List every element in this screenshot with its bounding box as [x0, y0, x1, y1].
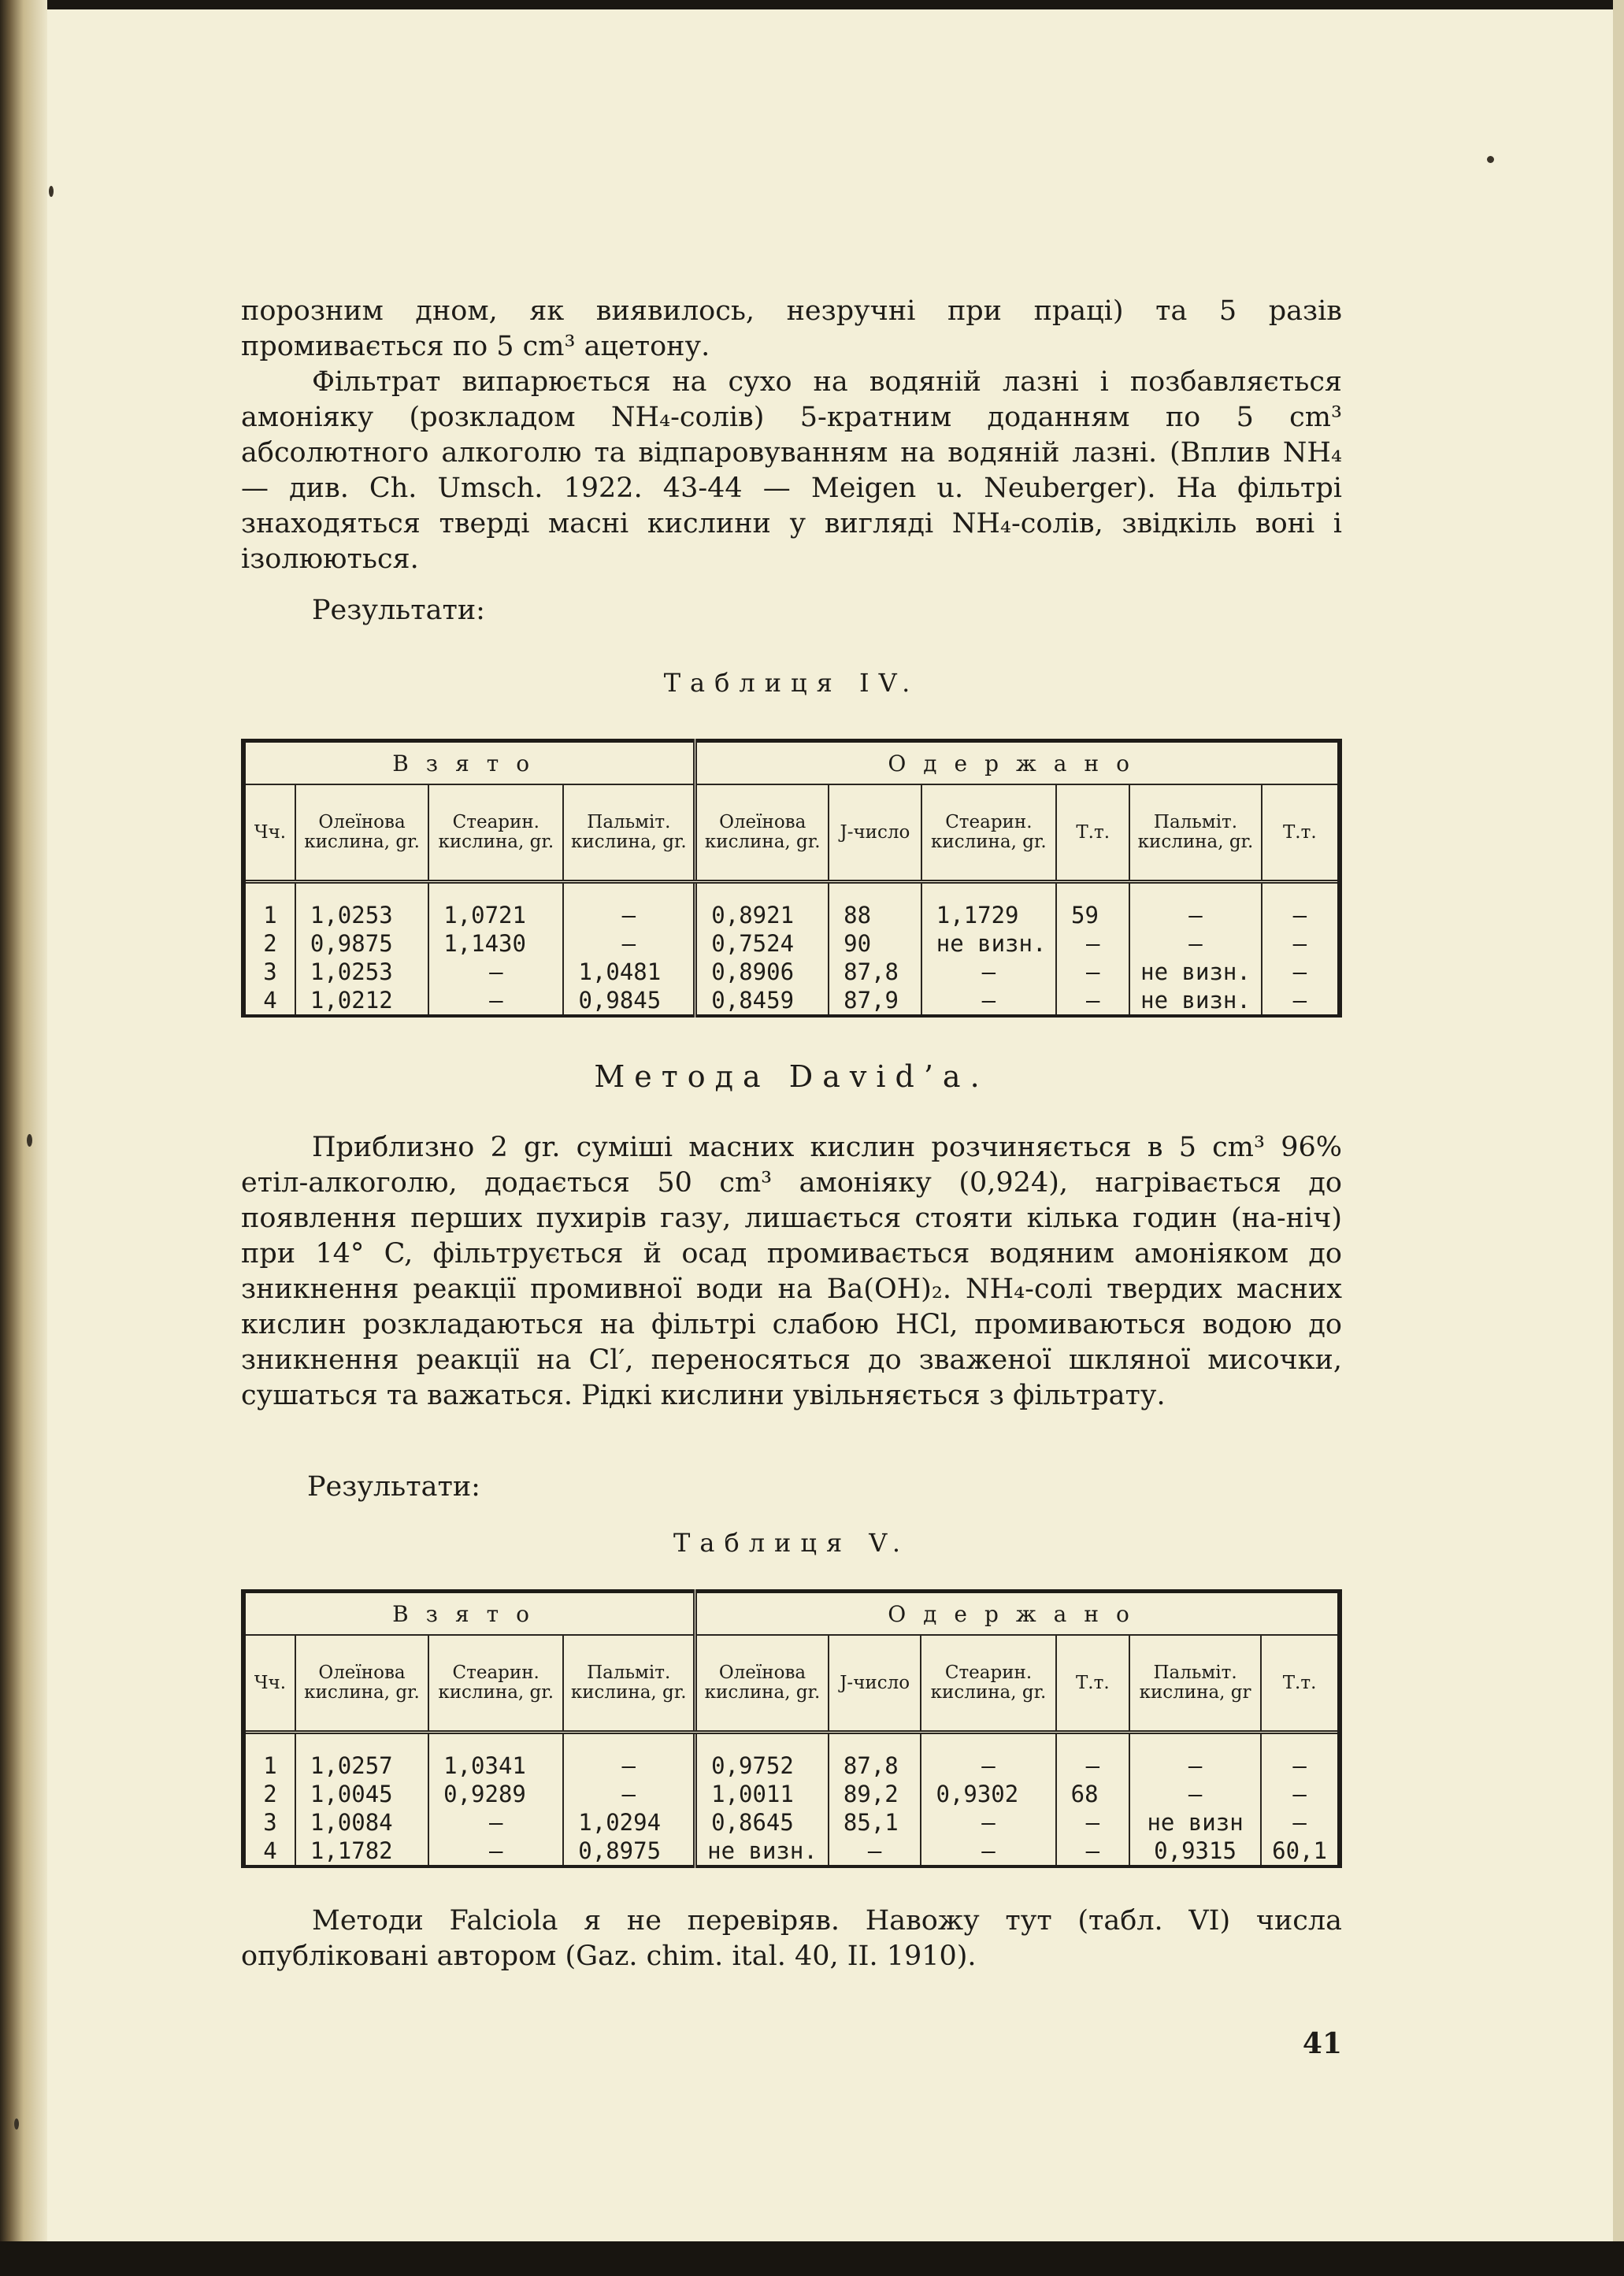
- column-header-stearin-taken: Стеарин. кислина, gr.: [428, 1635, 563, 1733]
- table-cell: —: [921, 1733, 1055, 1781]
- paragraph-3: Приблизно 2 gr. суміші масних кислин розчиняється в 5 cm³ 96% етіл-алкоголю, додається 50 cm³ амоніяку (0,924), нагрівається до появлення перших пухирів газу, лишається стояти кілька годин (на-ніч) при 14° C, фільтрується й осад промивається водяним амоніяком до зникнення реакції промивної води на Ba(OH)₂. NH₄-солі твердих масних кислин розкладаються на фільтрі слабою HCl, промиваються водою до зникнення реакції на Cl′, переносяться до зваженої шкляної мисочки, сушаться та важаться. Рідкі кислини увільняється з фільтрату.: [241, 1132, 1342, 1411]
- table-cell: —: [1262, 882, 1340, 930]
- table-row: [243, 1808, 1340, 1837]
- table-cell: 1: [243, 882, 295, 930]
- table-cell: —: [1056, 958, 1129, 986]
- table-cell: 1,0253: [295, 958, 428, 986]
- table-cell: 0,8921: [695, 882, 829, 930]
- table-cell: —: [921, 958, 1056, 986]
- column-header-olein-obtained: Олеїнова кислина, gr.: [695, 784, 829, 882]
- table-cell: 1,0481: [563, 958, 695, 986]
- paragraph-2: Фільтрат випарюється на сухо на водяній лазні і позбавляється амоніяку (розкладом NH₄-солів) 5-кратним доданням по 5 cm³ абсолютного алкоголю та відпаровуванням на водяній лазні. (Вплив NH₄ — див. Ch. Umsch. 1922. 43-44 — Meigen u. Neuberger). На фільтрі знаходяться тверді масні кислини у вигляді NH₄-солів, звідкіль воні і ізолюються.: [241, 366, 1342, 575]
- table-cell: 4: [243, 1837, 295, 1866]
- table-cell: 0,9752: [695, 1733, 829, 1781]
- column-header-melting-point: Т.т.: [1056, 1635, 1129, 1733]
- table-cell: 68: [1056, 1780, 1129, 1808]
- column-header-olein-taken: Олеїнова кислина, gr.: [295, 784, 428, 882]
- method-heading: Метода David’a.: [594, 1059, 989, 1094]
- column-header-number: Чч.: [243, 1635, 295, 1733]
- paragraph-1: порозним дном, як виявилось, незручні при праці) та 5 разів промивається по 5 cm³ ацетону.: [241, 295, 1342, 362]
- scan-edge-left: [0, 0, 47, 2276]
- table-cell: не визн.: [921, 929, 1056, 958]
- table-cell: 1,1782: [295, 1837, 428, 1866]
- results-label-2: Результати:: [307, 1471, 480, 1503]
- table-cell: —: [1129, 1780, 1261, 1808]
- group-header-taken: Взято: [243, 1592, 695, 1636]
- table-cell: —: [1129, 1733, 1261, 1781]
- column-header-stearin-obtained: Стеарин. кислина, gr.: [921, 1635, 1055, 1733]
- table-cell: 1,0257: [295, 1733, 428, 1781]
- column-header-palmit-taken: Пальміт. кислина, gr.: [563, 1635, 695, 1733]
- table-cell: 0,9315: [1129, 1837, 1261, 1866]
- table-cell: —: [1056, 929, 1129, 958]
- table-cell: 1,0084: [295, 1808, 428, 1837]
- column-header-palmit-obtained: Пальміт. кислина, gr: [1129, 1635, 1261, 1733]
- scan-edge-right: [1613, 0, 1624, 2276]
- table-row: [243, 1733, 1340, 1781]
- table-cell: —: [1129, 929, 1261, 958]
- table-cell: 3: [243, 958, 295, 986]
- table-cell: —: [428, 1837, 563, 1866]
- column-header-olein-obtained: Олеїнова кислина, gr.: [695, 1635, 829, 1733]
- column-header-stearin-obtained: Стеарин. кислина, gr.: [921, 784, 1056, 882]
- table-cell: —: [1056, 1837, 1129, 1866]
- table-cell: 88: [829, 882, 921, 930]
- column-header-iodine-number: J-число: [829, 784, 921, 882]
- column-header-palmit-obtained: Пальміт. кислина, gr.: [1129, 784, 1261, 882]
- table-cell: 0,9875: [295, 929, 428, 958]
- table-cell: —: [1056, 986, 1129, 1016]
- table-cell: не визн.: [695, 1837, 829, 1866]
- table-v: [241, 1589, 1342, 1868]
- table-cell: 0,7524: [695, 929, 829, 958]
- group-header-obtained: Одержано: [695, 741, 1340, 785]
- scan-edge-top: [0, 0, 1624, 9]
- paragraph-4: Методи Falciola я не перевіряв. Навожу тут (табл. VI) числа опубліковані автором (Gaz. chim. ital. 40, II. 1910).: [241, 1905, 1342, 1972]
- table-cell: 1,1430: [428, 929, 563, 958]
- table-cell: —: [1129, 882, 1261, 930]
- table-cell: —: [1261, 1808, 1340, 1837]
- table-v-caption: Таблиця V.: [673, 1528, 910, 1558]
- table-cell: 1,0294: [563, 1808, 695, 1837]
- table-cell: не визн: [1129, 1808, 1261, 1837]
- scan-speck: [27, 1134, 32, 1147]
- table-cell: 59: [1056, 882, 1129, 930]
- table-cell: 1,0011: [695, 1780, 829, 1808]
- table-row: [243, 929, 1340, 958]
- table-cell: 87,8: [829, 1733, 921, 1781]
- table-cell: —: [1262, 986, 1340, 1016]
- column-header-melting-point: Т.т.: [1056, 784, 1129, 882]
- group-header-taken: Взято: [243, 741, 695, 785]
- table-cell: —: [563, 882, 695, 930]
- column-header-iodine-number: J-число: [829, 1635, 921, 1733]
- table-cell: 1: [243, 1733, 295, 1781]
- table-row: [243, 986, 1340, 1016]
- table-row: [243, 958, 1340, 986]
- table-cell: —: [428, 986, 563, 1016]
- table-cell: —: [563, 1780, 695, 1808]
- column-header-melting-point-2: Т.т.: [1262, 784, 1340, 882]
- scan-speck: [14, 2118, 19, 2130]
- table-cell: 0,9845: [563, 986, 695, 1016]
- page-number: 41: [1302, 2027, 1342, 2060]
- scan-speck: [49, 186, 54, 197]
- table-cell: 1,1729: [921, 882, 1056, 930]
- table-cell: —: [428, 1808, 563, 1837]
- table-cell: —: [921, 1837, 1055, 1866]
- table-cell: 0,8975: [563, 1837, 695, 1866]
- column-header-palmit-taken: Пальміт. кислина, gr.: [563, 784, 695, 882]
- table-cell: —: [1262, 958, 1340, 986]
- table-cell: 87,9: [829, 986, 921, 1016]
- table-cell: 0,8906: [695, 958, 829, 986]
- table-cell: 2: [243, 929, 295, 958]
- scan-edge-bottom: [0, 2241, 1624, 2276]
- table-cell: —: [1056, 1733, 1129, 1781]
- table-row: [243, 882, 1340, 930]
- table-iv: [241, 739, 1342, 1018]
- group-header-obtained: Одержано: [695, 1592, 1340, 1636]
- table-cell: не визн.: [1129, 958, 1261, 986]
- table-cell: 1,0721: [428, 882, 563, 930]
- table-cell: —: [921, 986, 1056, 1016]
- table-cell: 1,0341: [428, 1733, 563, 1781]
- table-cell: 60,1: [1261, 1837, 1340, 1866]
- table-cell: 3: [243, 1808, 295, 1837]
- table-cell: —: [1056, 1808, 1129, 1837]
- column-header-stearin-taken: Стеарин. кислина, gr.: [428, 784, 563, 882]
- table-cell: —: [1261, 1780, 1340, 1808]
- table-cell: 0,9289: [428, 1780, 563, 1808]
- table-cell: —: [921, 1808, 1055, 1837]
- table-row: [243, 1780, 1340, 1808]
- table-cell: 1,0212: [295, 986, 428, 1016]
- table-cell: 0,8459: [695, 986, 829, 1016]
- scan-speck: [1487, 156, 1494, 163]
- table-cell: 1,0045: [295, 1780, 428, 1808]
- table-cell: —: [563, 1733, 695, 1781]
- table-cell: —: [829, 1837, 921, 1866]
- table-cell: 0,9302: [921, 1780, 1055, 1808]
- table-cell: 90: [829, 929, 921, 958]
- column-header-olein-taken: Олеїнова кислина, gr.: [295, 1635, 428, 1733]
- table-cell: 2: [243, 1780, 295, 1808]
- table-cell: —: [1261, 1733, 1340, 1781]
- table-cell: —: [563, 929, 695, 958]
- table-cell: —: [428, 958, 563, 986]
- table-cell: 85,1: [829, 1808, 921, 1837]
- column-header-number: Чч.: [243, 784, 295, 882]
- results-label-1: Результати:: [312, 595, 485, 626]
- table-cell: —: [1262, 929, 1340, 958]
- table-iv-caption: Таблиця IV.: [663, 668, 920, 698]
- table-cell: 89,2: [829, 1780, 921, 1808]
- table-cell: 1,0253: [295, 882, 428, 930]
- table-row: [243, 1837, 1340, 1866]
- table-cell: 4: [243, 986, 295, 1016]
- table-cell: не визн.: [1129, 986, 1261, 1016]
- table-cell: 87,8: [829, 958, 921, 986]
- table-cell: 0,8645: [695, 1808, 829, 1837]
- column-header-melting-point-2: Т.т.: [1261, 1635, 1340, 1733]
